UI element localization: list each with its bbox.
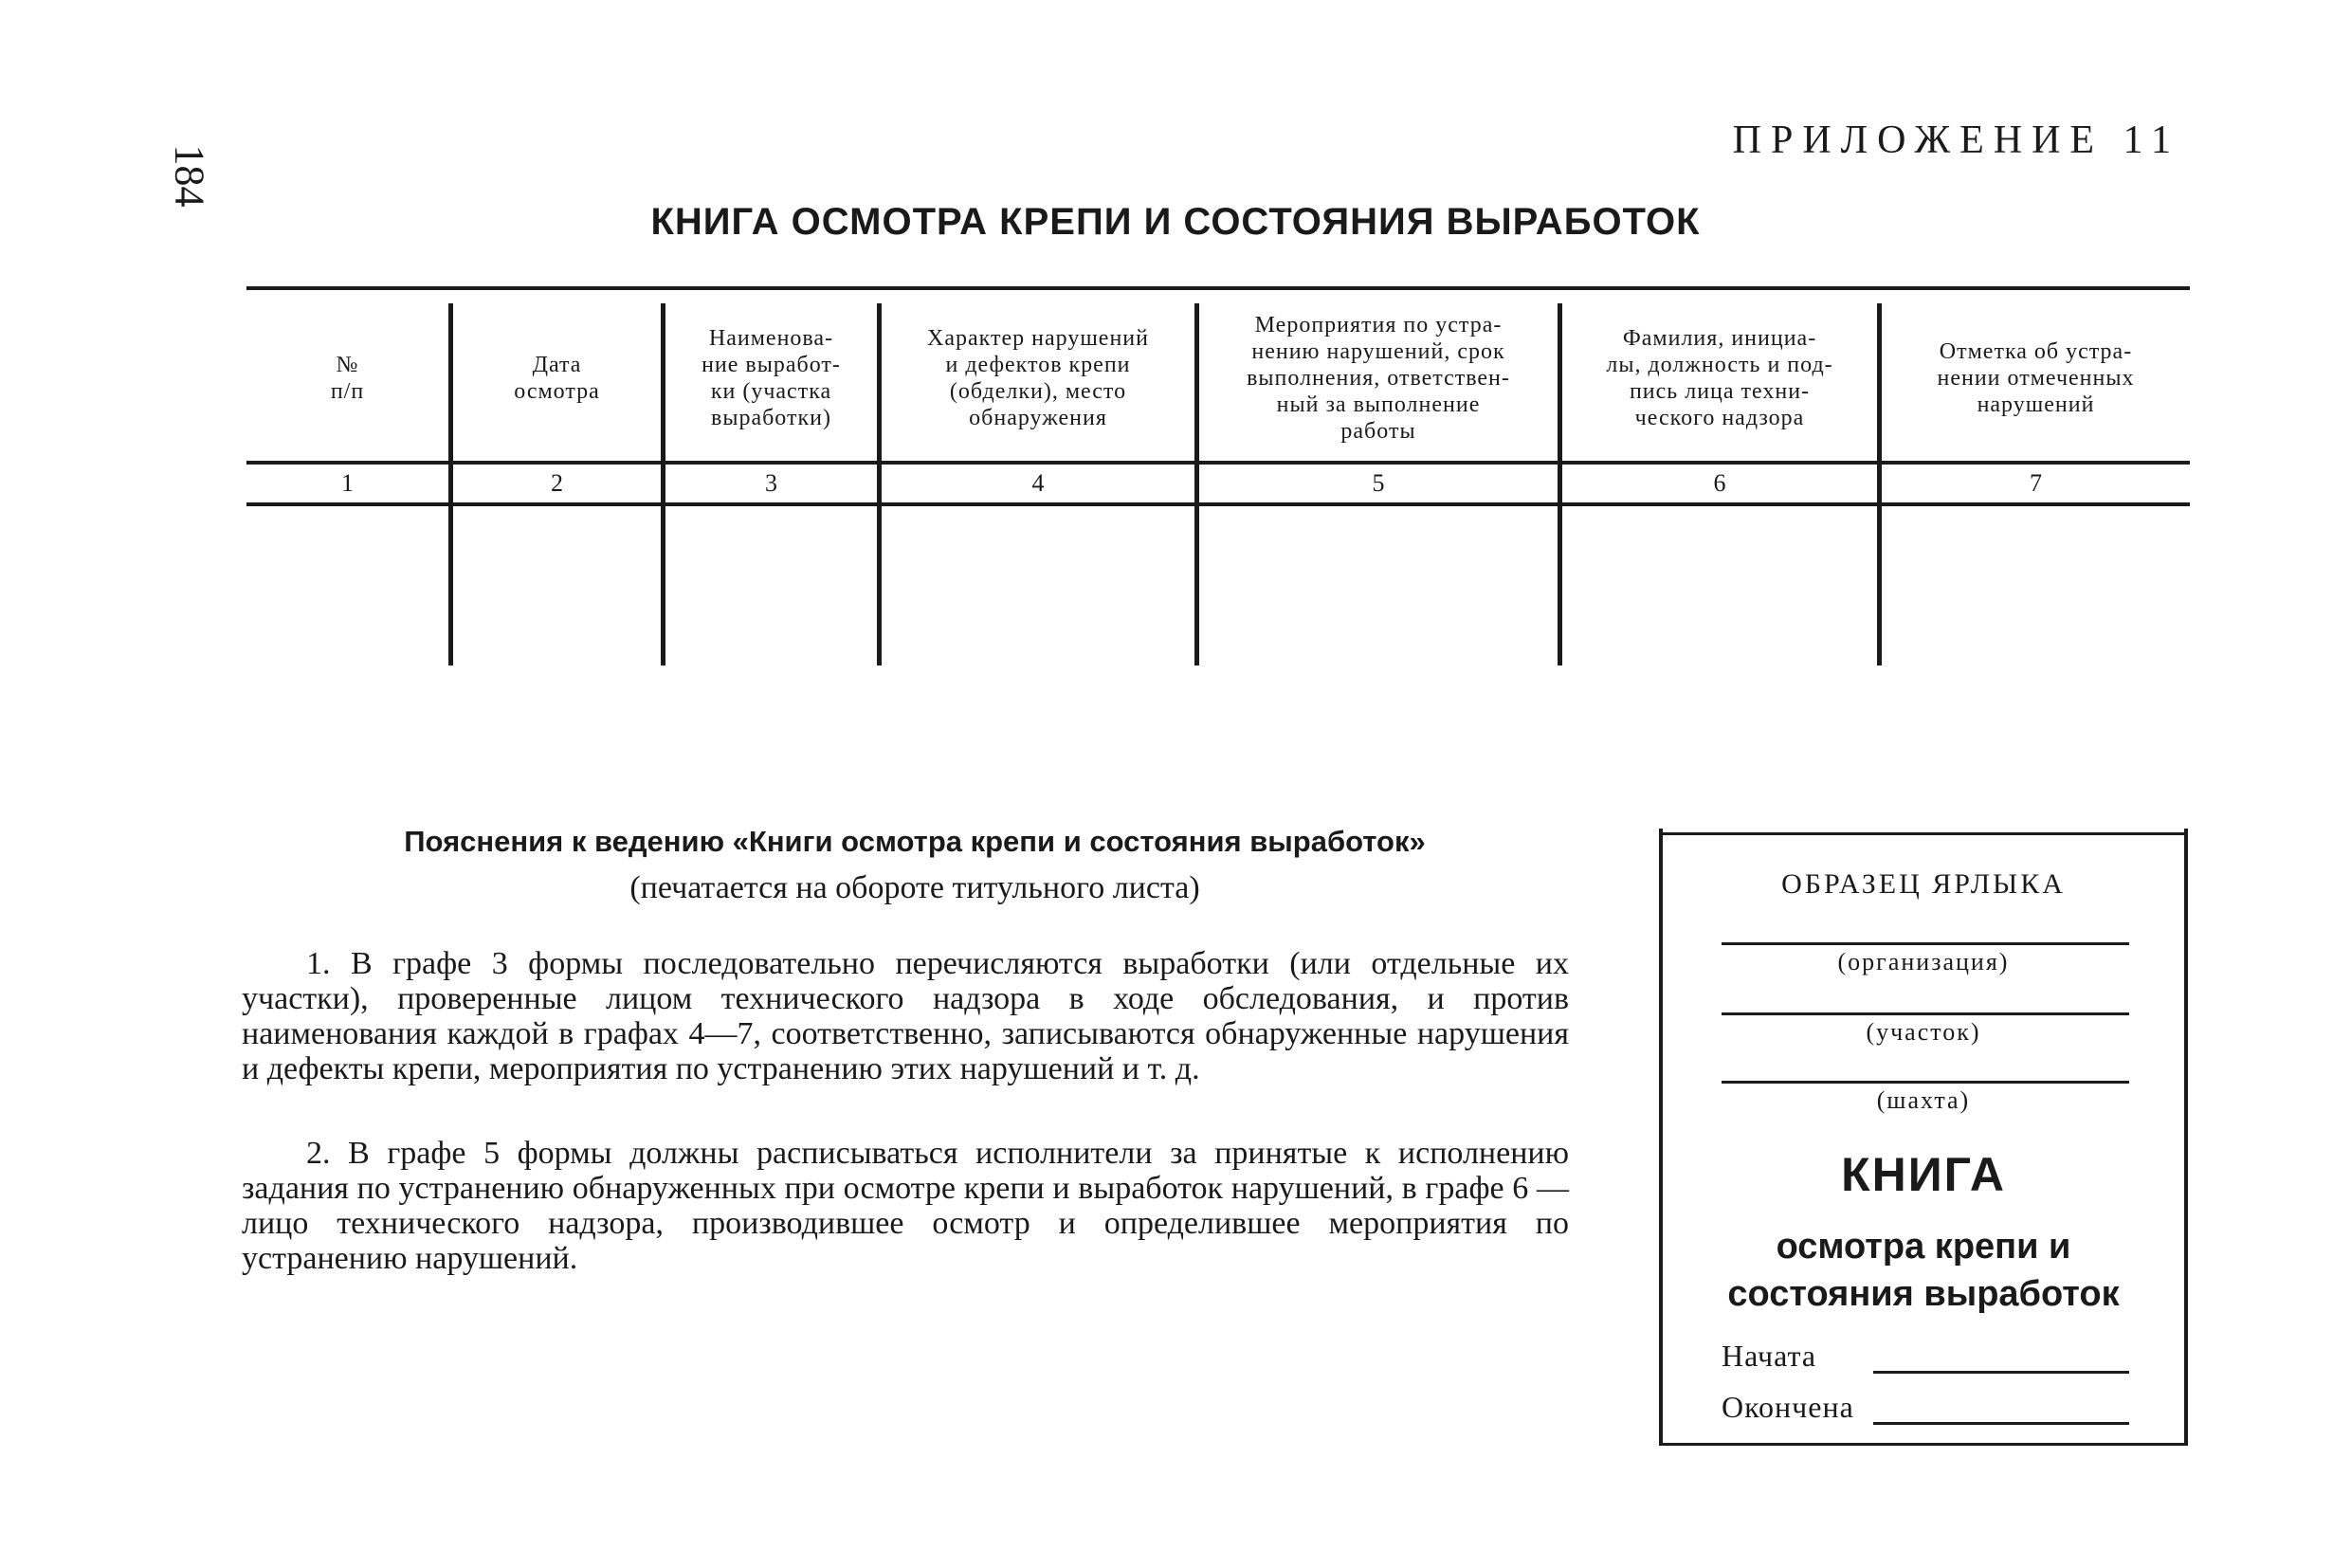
column-header-defects: Характер нарушений и дефектов крепи (обделки), место обнаружения — [927, 326, 1149, 430]
column-number: 7 — [2030, 469, 2042, 497]
explanations-subtitle: (печатается на обороте титульного листа) — [629, 870, 1200, 905]
explanations-title: Пояснения к ведению «Книги осмотра крепи и состояния выработок» — [404, 825, 1426, 858]
table-top-rule — [246, 286, 2190, 290]
column-number: 2 — [551, 469, 563, 497]
mine-line — [1722, 1081, 2129, 1084]
column-number: 3 — [765, 469, 777, 497]
table-numbers-rule — [246, 502, 2190, 506]
section-caption: (участок) — [1866, 1018, 1981, 1046]
mine-caption: (шахта) — [1876, 1086, 1971, 1114]
column-number: 6 — [1713, 469, 1726, 497]
finished-line — [1873, 1422, 2129, 1425]
page-title: КНИГА ОСМОТРА КРЕПИ И СОСТОЯНИЯ ВЫРАБОТОК — [650, 201, 1701, 243]
table-header-rule — [246, 461, 2190, 465]
column-header-measures: Мероприятия по устра- нению нарушений, срок выполнения, ответствен- ный за выполнение работы — [1247, 313, 1510, 444]
started-label: Начата — [1722, 1339, 1817, 1373]
column-number: 1 — [341, 469, 354, 497]
explanation-paragraph-2: 2. В графе 5 формы должны расписываться исполнители за принятые к исполнению задания по устранению обнаруженных при осмотре крепи и выработок нарушений, в графе 6 — лицо технического надзора, производившее осмотр и определившее мероприятия по устранению нарушений. — [242, 1136, 1569, 1276]
finished-label: Окончена — [1722, 1390, 1854, 1424]
inspection-form-table — [246, 286, 2190, 665]
organization-caption: (организация) — [1837, 948, 2010, 975]
explanation-paragraph-1: 1. В графе 3 формы последовательно перечисляются выработки (или отдельные их участки), проверенные лицом технического надзора в ходе обследования, и против наименования каждой в графах 4—7, соответственно, записываются обнаруженные нарушения и дефекты крепи, мероприятия по устранению этих нарушений и т. д. — [242, 946, 1569, 1086]
started-line — [1873, 1371, 2129, 1374]
label-book-subtitle-line-2: состояния выработок — [1727, 1274, 2120, 1314]
label-book-title: КНИГА — [1841, 1148, 2006, 1201]
label-top-rule — [1659, 832, 2188, 835]
appendix-heading: ПРИЛОЖЕНИЕ 11 — [1732, 119, 2180, 162]
column-number: 4 — [1031, 469, 1045, 497]
page-number: 184 — [166, 144, 213, 208]
label-sample-title: ОБРАЗЕЦ ЯРЛЫКА — [1781, 868, 2066, 900]
label-sample-box — [1659, 829, 2188, 1445]
column-header-working-name: Наименова- ние выработ- ки (участка выработки) — [702, 326, 841, 430]
column-header-date: Дата осмотра — [514, 353, 600, 404]
label-book-subtitle — [1663, 1223, 2184, 1318]
column-header-number: № п/п — [330, 353, 365, 404]
column-header-supervisor: Фамилия, инициа- лы, должность и под- пись лица техни- ческого надзора — [1606, 326, 1833, 430]
column-number: 5 — [1372, 469, 1385, 497]
section-line — [1722, 1012, 2129, 1015]
column-header-mark: Отметка об устра- нении отмеченных нарушений — [1937, 339, 2135, 417]
label-bottom-rule — [1659, 1443, 2188, 1446]
organization-line — [1722, 942, 2129, 945]
label-book-subtitle-line-1: осмотра крепи и — [1776, 1227, 2071, 1267]
